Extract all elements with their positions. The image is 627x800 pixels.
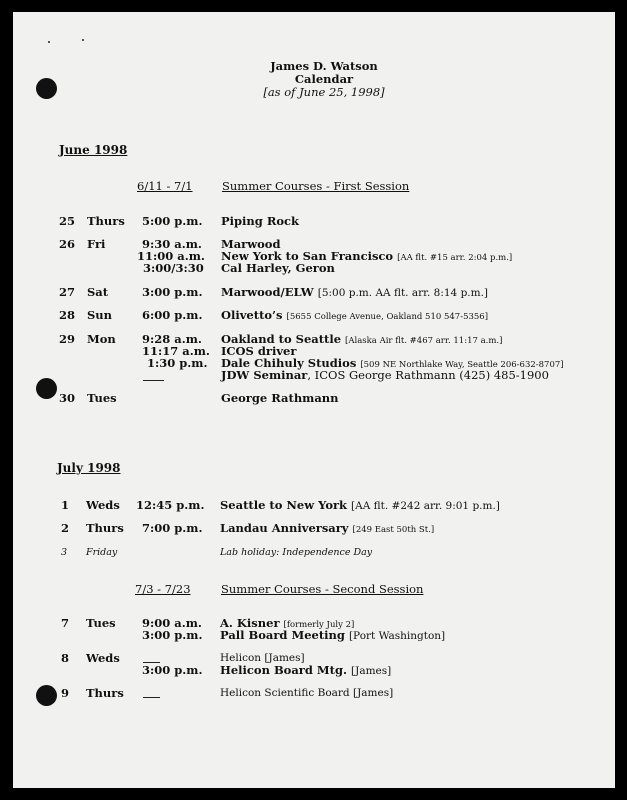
speck-mark — [48, 41, 50, 43]
row-event: Marwood — [221, 237, 281, 251]
row-event: Seattle to New York [AA flt. #242 arr. 9:01 p.m.] — [220, 498, 500, 512]
row-event: Landau Anniversary [249 East 50th St.] — [220, 521, 435, 535]
row-time: 3:00/3:30 — [143, 261, 204, 275]
row-note: [Port Washington] — [348, 630, 446, 642]
month-title-june: June 1998 — [59, 143, 128, 157]
session-name: Summer Courses - First Session — [222, 179, 410, 193]
row-event: New York to San Francisco [AA flt. #15 arr. 2:04 p.m.] — [221, 249, 513, 263]
row-day: 25 — [59, 214, 76, 228]
row-weekday: Tues — [86, 616, 116, 630]
row-event: George Rathmann — [221, 391, 339, 405]
row-weekday: Mon — [87, 332, 116, 346]
row-time: 9:28 a.m. — [142, 332, 202, 346]
row-weekday: Friday — [86, 547, 118, 558]
row-event: Marwood/ELW [5:00 p.m. AA flt. arr. 8:14 p.m.] — [221, 285, 489, 299]
row-day: 9 — [61, 686, 70, 700]
row-weekday: Sat — [87, 285, 109, 299]
row-day: 3 — [61, 547, 68, 558]
row-weekday: Sun — [87, 308, 113, 322]
row-event: Helicon [James] — [220, 652, 305, 664]
row-note: [5:00 p.m. AA flt. arr. 8:14 p.m.] — [317, 287, 489, 299]
row-note: [Alaska Air flt. #467 arr. 11:17 a.m.] — [345, 336, 503, 346]
row-day: 1 — [61, 498, 70, 512]
row-event: Lab holiday: Independence Day — [220, 547, 373, 558]
row-day: 7 — [61, 616, 70, 630]
header-subtitle: [as of June 25, 1998] — [263, 85, 385, 99]
row-note: [James] — [351, 665, 392, 677]
row-event: Cal Harley, Geron — [221, 261, 335, 275]
session-dates: 6/11 - 7/1 — [137, 179, 193, 193]
row-weekday: Fri — [87, 237, 106, 251]
row-event: A. Kisner [formerly July 2] — [220, 616, 355, 630]
row-event: JDW Seminar, ICOS George Rathmann (425) 485-1900 — [221, 368, 549, 382]
row-event: Pall Board Meeting [Port Washington] — [220, 628, 446, 642]
month-title-july: July 1998 — [57, 461, 121, 475]
row-weekday: Thurs — [87, 214, 125, 228]
row-event: Dale Chihuly Studios [509 NE Northlake Way, Seattle 206-632-8707] — [221, 356, 564, 370]
row-note: [509 NE Northlake Way, Seattle 206-632-8707] — [360, 360, 564, 370]
row-event: ICOS driver — [221, 344, 297, 358]
punch-hole — [36, 78, 57, 99]
row-time: 7:00 p.m. — [142, 521, 203, 535]
session-name: Summer Courses - Second Session — [221, 582, 424, 596]
row-time: 1:30 p.m. — [147, 356, 208, 370]
row-time: 9:30 a.m. — [142, 237, 202, 251]
row-note: [249 East 50th St.] — [352, 525, 435, 535]
row-note: [AA flt. #15 arr. 2:04 p.m.] — [397, 253, 513, 263]
punch-hole — [36, 685, 57, 706]
row-weekday: Weds — [86, 651, 120, 665]
row-event: Helicon Scientific Board [James] — [220, 687, 394, 699]
row-note: [5655 College Avenue, Oakland 510 547-5356] — [286, 312, 489, 322]
row-note: , ICOS George Rathmann (425) 485-1900 — [307, 368, 549, 382]
row-event: Helicon Board Mtg. [James] — [220, 663, 392, 677]
row-day: 29 — [59, 332, 76, 346]
blank-time-line — [143, 380, 164, 381]
row-day: 26 — [59, 237, 76, 251]
row-event: Piping Rock — [221, 214, 300, 228]
row-weekday: Tues — [87, 391, 117, 405]
row-note: [AA flt. #242 arr. 9:01 p.m.] — [351, 500, 500, 512]
row-weekday: Thurs — [86, 521, 124, 535]
header-title: Calendar — [294, 72, 354, 86]
row-time: 5:00 p.m. — [142, 214, 203, 228]
row-day: 28 — [59, 308, 76, 322]
row-weekday: Weds — [86, 498, 120, 512]
row-day: 8 — [61, 651, 70, 665]
row-time: 3:00 p.m. — [142, 285, 203, 299]
row-day: 2 — [61, 521, 70, 535]
row-time: 3:00 p.m. — [142, 663, 203, 677]
row-time: 3:00 p.m. — [142, 628, 203, 642]
row-time: 11:17 a.m. — [142, 344, 210, 358]
row-event: Olivetto’s [5655 College Avenue, Oakland 510 547-5356] — [221, 308, 489, 322]
row-event: Oakland to Seattle [Alaska Air flt. #467 arr. 11:17 a.m.] — [221, 332, 503, 346]
speck-mark — [82, 39, 84, 41]
row-weekday: Thurs — [86, 686, 124, 700]
row-time: 11:00 a.m. — [137, 249, 205, 263]
session-dates: 7/3 - 7/23 — [135, 582, 191, 596]
document-page — [13, 12, 615, 788]
row-time: 9:00 a.m. — [142, 616, 202, 630]
punch-hole — [36, 378, 57, 399]
row-time: 6:00 p.m. — [142, 308, 203, 322]
row-note: [formerly July 2] — [283, 620, 355, 630]
row-time: 12:45 p.m. — [136, 498, 205, 512]
row-day: 30 — [59, 391, 76, 405]
header-name: James D. Watson — [270, 59, 378, 73]
row-day: 27 — [59, 285, 76, 299]
blank-time-line — [143, 697, 160, 698]
